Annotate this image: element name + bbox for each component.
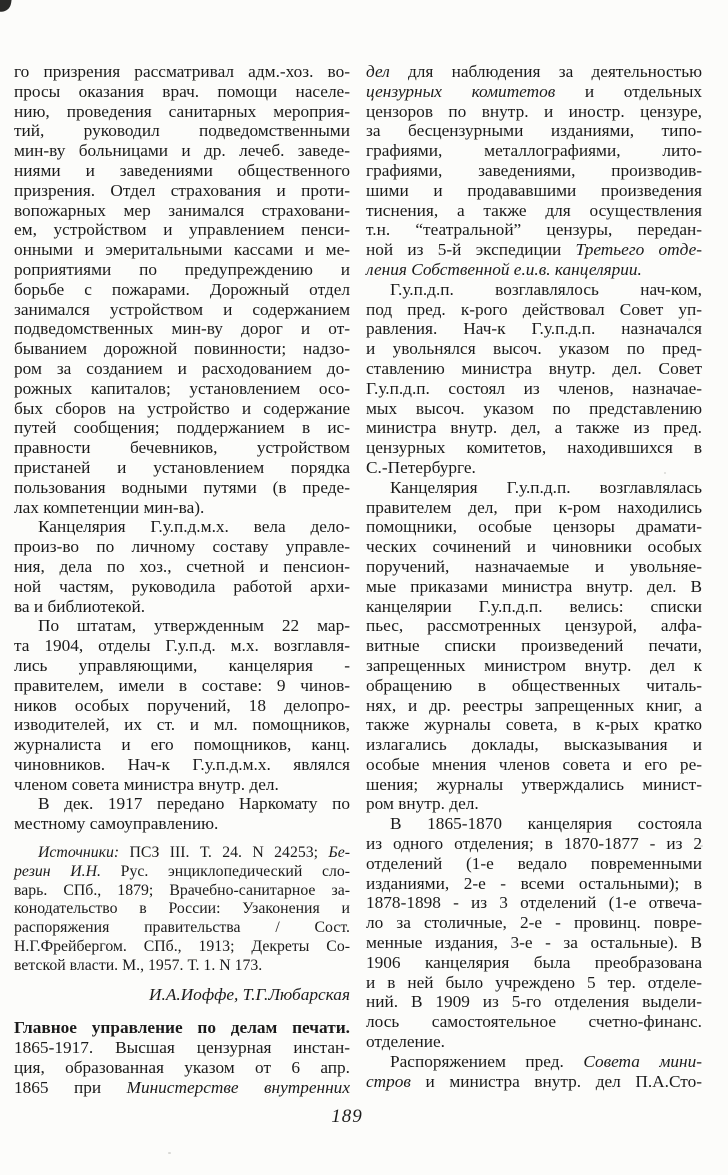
text-run: нях, и др. реестры запрещенных книг, а bbox=[366, 695, 702, 715]
text-run: произ-во по личному составу управле- bbox=[14, 537, 350, 557]
text-run: бых сборов на устройство и содержание bbox=[14, 398, 350, 418]
text-line bbox=[366, 458, 702, 478]
text-run: отделение. bbox=[366, 1032, 445, 1052]
text-run: ветской власти. М., 1957. Т. 1. N 173. bbox=[14, 956, 263, 974]
text-run: Канцелярия Г.у.п.д.п. возглавлялась bbox=[390, 477, 702, 497]
text-line bbox=[366, 359, 702, 379]
text-run: лось самостоятельное счетно-финанс. bbox=[366, 1012, 702, 1032]
text-line bbox=[366, 240, 702, 260]
text-line bbox=[366, 1052, 702, 1072]
text-run: правителем дел, при к-ром находились bbox=[366, 497, 702, 517]
text-line bbox=[14, 1058, 350, 1078]
text-run: за бесцензурными изданиями, типо- bbox=[366, 121, 702, 141]
text-line bbox=[366, 1012, 702, 1032]
text-line bbox=[366, 755, 702, 775]
text-line bbox=[14, 715, 350, 735]
text-line bbox=[14, 985, 350, 1005]
text-run: конодательство в России: Узаконения и bbox=[14, 900, 350, 918]
text-run: поручений, назначаемые и увольняе- bbox=[366, 556, 702, 576]
text-run: ний. В 1909 из 5-го отделения выдели- bbox=[366, 992, 702, 1012]
text-run: цензурных комитетов bbox=[366, 81, 556, 101]
text-line bbox=[366, 735, 702, 755]
text-line bbox=[366, 775, 702, 795]
text-run: 1865 при bbox=[14, 1077, 127, 1097]
text-run: ция, образованная указом от 6 апр. bbox=[14, 1058, 350, 1078]
text-run: Главное управление по делам печати. bbox=[14, 1018, 350, 1038]
text-run: роприятиями по предупреждению и bbox=[14, 259, 350, 279]
paragraph-continuation bbox=[366, 62, 702, 280]
text-line bbox=[366, 676, 702, 696]
text-line bbox=[14, 1038, 350, 1058]
text-run: и отдельных bbox=[555, 81, 702, 101]
text-run: нию, проведения санитарных мероприя- bbox=[14, 101, 350, 121]
text-run: отделений (1-е ведало повременными bbox=[366, 853, 702, 873]
text-run: ром за созданием и расходованием до- bbox=[14, 358, 350, 378]
text-run: графиями, металлографиями, лито- bbox=[366, 141, 702, 161]
page-number: 189 bbox=[331, 1106, 363, 1127]
text-line bbox=[366, 1072, 702, 1092]
text-run: пьес, рассмотренных цензурой, алфа- bbox=[366, 616, 702, 636]
text-run: обращению в общественных читаль- bbox=[366, 675, 702, 695]
text-run: В 1865-1870 канцелярия состояла bbox=[390, 814, 702, 834]
text-run: мин-ву больницами и др. лечеб. заведе- bbox=[14, 141, 350, 161]
text-line bbox=[366, 478, 702, 498]
text-line bbox=[14, 919, 350, 938]
text-run: та 1904, отделы Г.у.п.д. м.х. возглавля- bbox=[14, 636, 350, 656]
text-line bbox=[14, 676, 350, 696]
text-run: также журналы совета, в к-рых кратко bbox=[366, 715, 702, 735]
text-line bbox=[14, 418, 350, 438]
text-line bbox=[366, 636, 702, 656]
text-run: Н.Г.Фрейбергом. СПб., 1913; Декреты Со- bbox=[14, 938, 350, 956]
text-run: 1906 канцелярия была преобразована bbox=[366, 952, 702, 972]
text-line bbox=[366, 201, 702, 221]
text-line bbox=[366, 577, 702, 597]
text-run: вопожарных мер занимался страховани- bbox=[14, 200, 350, 220]
text-line bbox=[366, 121, 702, 141]
text-line bbox=[366, 280, 702, 300]
text-line bbox=[366, 794, 702, 814]
text-line bbox=[14, 1018, 350, 1038]
text-line bbox=[14, 636, 350, 656]
text-line bbox=[366, 438, 702, 458]
text-run: И.А.Иоффе, Т.Г.Любарская bbox=[149, 984, 350, 1004]
text-line bbox=[14, 280, 350, 300]
text-run: рожных капиталов; установлением осо- bbox=[14, 378, 350, 398]
text-run: ва и библиотекой. bbox=[14, 596, 146, 616]
text-run: правителем, имели в составе: 9 чинов- bbox=[14, 675, 350, 695]
text-run: цензурных комитетов, находившихся в bbox=[366, 438, 702, 458]
text-line bbox=[14, 775, 350, 795]
text-run: особые мнения членов совета и его ре- bbox=[366, 754, 702, 774]
text-run: Канцелярия Г.у.п.д.м.х. вела дело- bbox=[38, 517, 350, 537]
paragraph bbox=[366, 478, 702, 815]
text-run: ной частям, руководила работой архи- bbox=[14, 576, 350, 596]
text-run: витные списки произведений печати, bbox=[366, 636, 702, 656]
text-run: тиснения, а также для осуществления bbox=[366, 200, 702, 220]
scan-speckle bbox=[168, 1152, 171, 1154]
text-run: журналиста и его помощников, канц. bbox=[14, 735, 350, 755]
text-run: ческих сочинений и чиновники особых bbox=[366, 537, 702, 557]
text-line bbox=[14, 577, 350, 597]
text-run: варь. СПб., 1879; Врачебно-санитарное за- bbox=[14, 881, 350, 899]
paragraph bbox=[366, 280, 702, 478]
text-line bbox=[366, 141, 702, 161]
text-run: Бе- bbox=[328, 844, 350, 862]
text-line bbox=[366, 220, 702, 240]
text-line bbox=[14, 957, 350, 976]
text-line bbox=[14, 938, 350, 957]
text-line bbox=[366, 102, 702, 122]
text-run: быванием дорожной повинности; надзо- bbox=[14, 339, 350, 359]
text-line bbox=[366, 557, 702, 577]
text-line bbox=[14, 1078, 350, 1098]
text-run: мые приказами министра внутр. дел. В bbox=[366, 576, 702, 596]
text-line bbox=[14, 82, 350, 102]
text-run: Совета мини- bbox=[583, 1051, 702, 1071]
text-line bbox=[366, 537, 702, 557]
text-run: ставлению министра внутр. дел. Совет bbox=[366, 358, 702, 378]
text-run: помощники, особые цензоры драмати- bbox=[366, 517, 702, 537]
text-run: Министерстве внутренних bbox=[126, 1077, 350, 1097]
text-line bbox=[14, 844, 350, 863]
text-line bbox=[14, 102, 350, 122]
text-run: Г.у.п.д.п. возглавлялось нач-ком, bbox=[390, 279, 702, 299]
text-run: из одного отделения; в 1870-1877 - из 2 bbox=[366, 834, 702, 854]
text-run: мых высоч. указом по представлению bbox=[366, 398, 702, 418]
text-run: распоряжения правительства / Сост. bbox=[14, 919, 350, 937]
text-run: подведомственных мин-ву дорог и от- bbox=[14, 319, 350, 339]
text-line bbox=[366, 893, 702, 913]
text-line bbox=[14, 359, 350, 379]
text-line bbox=[14, 794, 350, 814]
text-run: призрения. Отдел страхования и проти- bbox=[14, 180, 350, 200]
paragraph bbox=[14, 794, 350, 834]
text-run: под пред. к-рого действовал Совет уп- bbox=[366, 299, 702, 319]
text-run: ния, дела по хоз., счетной и пенсион- bbox=[14, 556, 350, 576]
text-line bbox=[366, 319, 702, 339]
text-line bbox=[366, 597, 702, 617]
text-run: ников особых поручений, 18 делопро- bbox=[14, 695, 350, 715]
text-run: Третьего отде- bbox=[575, 240, 702, 260]
scan-artifact-top-left bbox=[0, 0, 12, 13]
text-line bbox=[366, 992, 702, 1012]
text-run: пользования водными путями (в преде- bbox=[14, 477, 350, 497]
text-line bbox=[14, 201, 350, 221]
text-line bbox=[14, 240, 350, 260]
text-run: Рус. энциклопедический сло- bbox=[101, 862, 351, 880]
text-line bbox=[14, 161, 350, 181]
text-run: цензоров по внутр. и иностр. цензуре, bbox=[366, 101, 702, 121]
text-run: По штатам, утвержденным 22 мар- bbox=[38, 616, 350, 636]
text-run: го призрения рассматривал адм.-хоз. во- bbox=[14, 62, 350, 81]
text-run: канцелярии Г.у.п.д.п. велись: списки bbox=[366, 596, 702, 616]
text-run: шими и продававшими произведения bbox=[366, 180, 702, 200]
text-line bbox=[14, 260, 350, 280]
text-line bbox=[366, 399, 702, 419]
text-run: ром внутр. дел. bbox=[366, 794, 479, 814]
text-line bbox=[366, 339, 702, 359]
right-text-column bbox=[366, 62, 702, 1098]
text-run: тий, руководил подведомственными bbox=[14, 121, 350, 141]
text-run: ниями и заведениями общественного bbox=[14, 160, 350, 180]
text-line bbox=[366, 834, 702, 854]
text-line bbox=[14, 557, 350, 577]
text-line bbox=[366, 418, 702, 438]
text-run: излагались доклады, высказывания и bbox=[366, 735, 702, 755]
text-line bbox=[366, 498, 702, 518]
text-run: Г.у.п.д.п. состоял из членов, назначае- bbox=[366, 378, 702, 398]
text-run: путей сообщения; поддержанием в ис- bbox=[14, 418, 350, 438]
text-run: ло за столичные, 2-е - провинц. повре- bbox=[366, 913, 702, 933]
left-text-column bbox=[14, 62, 350, 1098]
text-line bbox=[366, 82, 702, 102]
text-line bbox=[366, 973, 702, 993]
text-run: Распоряжением пред. bbox=[390, 1051, 584, 1071]
text-run: т.н. “театральной” цензуры, передан- bbox=[366, 220, 702, 240]
text-line bbox=[366, 161, 702, 181]
text-run: ПСЗ III. Т. 24. N 24253; bbox=[119, 844, 329, 862]
text-run: резин И.Н. bbox=[14, 862, 101, 880]
text-line bbox=[14, 863, 350, 882]
text-run: и в ней было учреждено 5 тер. отделе- bbox=[366, 972, 702, 992]
text-line bbox=[14, 517, 350, 537]
text-run: пристаней и установлением порядка bbox=[14, 457, 350, 477]
text-line bbox=[14, 735, 350, 755]
text-line bbox=[14, 399, 350, 419]
text-line bbox=[14, 537, 350, 557]
text-line bbox=[14, 656, 350, 676]
text-line bbox=[14, 814, 350, 834]
text-line bbox=[14, 882, 350, 901]
text-run: Источники: bbox=[38, 844, 120, 862]
text-run: графиями, заведениями, производив- bbox=[366, 160, 702, 180]
text-line bbox=[366, 379, 702, 399]
text-run: В дек. 1917 передано Наркомату по bbox=[38, 794, 350, 814]
text-line bbox=[14, 121, 350, 141]
text-run: равления. Нач-к Г.у.п.д.п. назначался bbox=[366, 319, 702, 339]
text-line bbox=[366, 874, 702, 894]
two-column-text-area bbox=[14, 62, 702, 1098]
text-line bbox=[366, 300, 702, 320]
entry-paragraph bbox=[14, 1018, 350, 1097]
text-line bbox=[366, 62, 702, 82]
paragraph bbox=[366, 814, 702, 1052]
text-line bbox=[366, 696, 702, 716]
text-line bbox=[366, 181, 702, 201]
text-run: изводителей, их ст. и мл. помощников, bbox=[14, 715, 350, 735]
text-line bbox=[14, 141, 350, 161]
text-run: для наблюдения за деятельностью bbox=[389, 62, 702, 81]
text-line bbox=[14, 458, 350, 478]
text-run: и увольнялся высоч. указом по пред- bbox=[366, 339, 702, 359]
text-line bbox=[366, 616, 702, 636]
text-run: чиновников. Нач-к Г.у.п.д.м.х. являлся bbox=[14, 754, 350, 774]
text-run: ления Собственной е.и.в. канцелярии. bbox=[366, 259, 642, 279]
text-line bbox=[14, 755, 350, 775]
text-line bbox=[366, 260, 702, 280]
text-line bbox=[366, 814, 702, 834]
text-line bbox=[366, 953, 702, 973]
paragraph bbox=[14, 616, 350, 794]
text-run: 1865-1917. Высшая цензурная инстан- bbox=[14, 1038, 350, 1058]
text-line bbox=[366, 854, 702, 874]
text-line bbox=[366, 715, 702, 735]
text-run: онными и эмеритальными кассами и ме- bbox=[14, 240, 350, 260]
text-line bbox=[14, 379, 350, 399]
text-line bbox=[14, 62, 350, 82]
text-line bbox=[14, 438, 350, 458]
text-run: лись управляющими, канцелярия - bbox=[14, 655, 350, 675]
text-run: борьбе с пожарами. Дорожный отдел bbox=[14, 279, 350, 299]
text-line bbox=[14, 300, 350, 320]
text-line bbox=[14, 900, 350, 919]
text-run: шения; журналы утверждались минист- bbox=[366, 774, 702, 794]
text-line bbox=[366, 656, 702, 676]
text-line bbox=[366, 913, 702, 933]
text-line bbox=[14, 339, 350, 359]
text-line bbox=[366, 517, 702, 537]
text-line bbox=[14, 696, 350, 716]
paragraph bbox=[14, 517, 350, 616]
text-run: лах компетенции мин-ва). bbox=[14, 497, 205, 517]
sources-block bbox=[14, 844, 350, 976]
text-line bbox=[14, 597, 350, 617]
text-run: занимался устройством и содержанием bbox=[14, 299, 350, 319]
text-run: менные издания, 3-е - за остальные). В bbox=[366, 933, 702, 953]
text-line bbox=[14, 181, 350, 201]
text-run: министра внутр. дел, а также из пред. bbox=[366, 418, 702, 438]
text-run: запрещенных министром внутр. дел к bbox=[366, 655, 702, 675]
text-line bbox=[14, 478, 350, 498]
text-run: и министра внутр. дел П.А.Сто- bbox=[410, 1071, 702, 1091]
text-run: 1878-1898 - из 3 отделений (1-е отвеча- bbox=[366, 893, 702, 913]
text-run: изданиями, 2-е - всеми остальными); в bbox=[366, 873, 702, 893]
paragraph-continuation bbox=[14, 62, 350, 517]
text-run: дел bbox=[366, 62, 390, 81]
text-line bbox=[366, 933, 702, 953]
text-run: членом совета министра внутр. дел. bbox=[14, 774, 279, 794]
text-run: стров bbox=[366, 1071, 411, 1091]
paragraph bbox=[366, 1052, 702, 1092]
text-run: С.-Петербурге. bbox=[366, 457, 476, 477]
text-run: ем, устройством и управлением пенси- bbox=[14, 220, 350, 240]
authors-signature bbox=[14, 985, 350, 1005]
text-line bbox=[366, 1032, 702, 1052]
text-line bbox=[14, 616, 350, 636]
text-run: ной из 5-й экспедиции bbox=[366, 240, 576, 260]
text-run: просы оказания врач. помощи населе- bbox=[14, 81, 350, 101]
text-line bbox=[14, 319, 350, 339]
text-run: местному самоуправлению. bbox=[14, 814, 219, 834]
text-line bbox=[14, 498, 350, 518]
text-run: правности бечевников, устройством bbox=[14, 438, 350, 458]
text-line bbox=[14, 220, 350, 240]
